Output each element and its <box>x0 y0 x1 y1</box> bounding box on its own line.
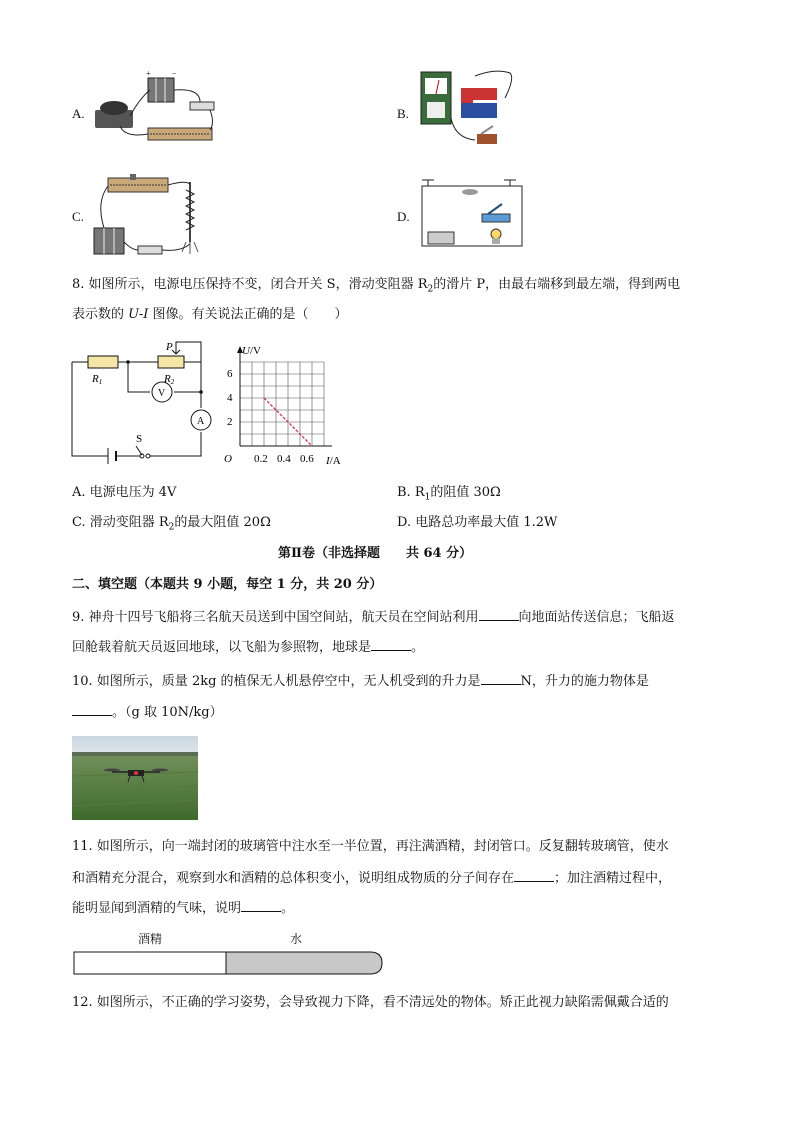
x-tick-0.4: 0.4 <box>277 453 291 465</box>
y-tick-4: 4 <box>227 392 233 404</box>
q11-line-3: 能明显闻到酒精的气味，说明 。 <box>72 901 295 916</box>
origin-label: O <box>224 453 232 465</box>
q9-blank-2[interactable] <box>371 638 411 651</box>
q8-ui-graph <box>220 340 360 470</box>
label-r1: R1 <box>92 373 103 386</box>
y-tick-6: 6 <box>227 368 233 380</box>
option-b-label: B. <box>397 106 409 121</box>
glass-tube-diagram <box>72 950 386 978</box>
label-s: S <box>136 433 143 445</box>
q10-line-1: 10. 如图所示，质量 2kg 的植保无人机悬停空中，无人机受到的升力是 N，升力的施力物体是 <box>72 674 649 689</box>
tube-label-alcohol: 酒精 <box>138 932 163 946</box>
q12-line-1: 12. 如图所示，不正确的学习姿势，会导致视力下降，看不清远处的物体。矫正此视力缺陷需佩戴合适的 <box>72 995 669 1010</box>
q9-line-2: 回舱载着航天员返回地球，以飞船为参照物，地球是 。 <box>72 640 425 655</box>
y-axis-label: U/V <box>242 345 261 357</box>
q10-blank-2[interactable] <box>72 703 112 716</box>
label-a: A <box>197 416 205 427</box>
svg-text:+: + <box>146 69 151 78</box>
q11-line-1: 11. 如图所示，向一端封闭的玻璃管中注水至一半位置，再注满酒精，封闭管口。反复翻转玻璃管，使水 <box>72 839 669 854</box>
label-v: V <box>158 388 166 399</box>
x-tick-0.6: 0.6 <box>300 453 314 465</box>
q8-line-2: 表示数的 U-I 图像。有关说法正确的是（ ） <box>72 307 348 322</box>
q11-blank-1[interactable] <box>514 869 554 882</box>
option-d-label: D. <box>397 209 410 224</box>
option-a-image <box>90 68 220 148</box>
y-tick-2: 2 <box>227 416 233 428</box>
q8-option-b: B. $R_1$的阻值 30Ω <box>397 485 501 503</box>
tube-label-water: 水 <box>290 932 303 946</box>
drone-photo <box>72 736 198 820</box>
label-r2: R2 <box>164 373 175 386</box>
option-a-label: A. <box>72 106 85 121</box>
q8-option-d: D. 电路总功率最大值 1.2W <box>397 515 558 530</box>
option-c-image <box>90 172 220 260</box>
option-c-label: C. <box>72 209 84 224</box>
q8-line-1: 8. 如图所示，电源电压保持不变，闭合开关 S，滑动变阻器 $R_2$的滑片 P，由最右端移到最左端，得到两电 <box>72 277 681 295</box>
x-tick-0.2: 0.2 <box>254 453 268 465</box>
label-p: P <box>166 341 173 353</box>
section-2-title: 第Ⅱ卷（非选择题 共 64 分） <box>278 546 473 561</box>
q10-blank-1[interactable] <box>481 672 521 685</box>
q9-blank-1[interactable] <box>479 608 519 621</box>
q11-line-2: 和酒精充分混合，观察到水和酒精的总体积变小，说明组成物质的分子间存在 ；加注酒精过程中， <box>72 871 672 886</box>
q8-option-a: A. 电源电压为 4V <box>72 485 177 500</box>
x-axis-label: I/A <box>326 455 341 467</box>
q8-circuit-diagram <box>66 334 226 464</box>
q10-line-2: 。（g 取 10N/kg） <box>72 703 223 722</box>
part-2-title: 二、填空题（本题共 9 小题，每空 1 分，共 20 分） <box>72 577 383 592</box>
q8-option-c: C. 滑动变阻器 $R_2$的最大阻值 20Ω <box>72 515 271 533</box>
option-d-image <box>418 178 526 250</box>
q11-blank-2[interactable] <box>241 899 281 912</box>
option-b-image <box>415 68 525 158</box>
q9-line-1: 9. 神舟十四号飞船将三名航天员送到中国空间站，航天员在空间站利用 向地面站传送信息；飞船返 <box>72 610 675 625</box>
svg-text:−: − <box>172 69 177 78</box>
